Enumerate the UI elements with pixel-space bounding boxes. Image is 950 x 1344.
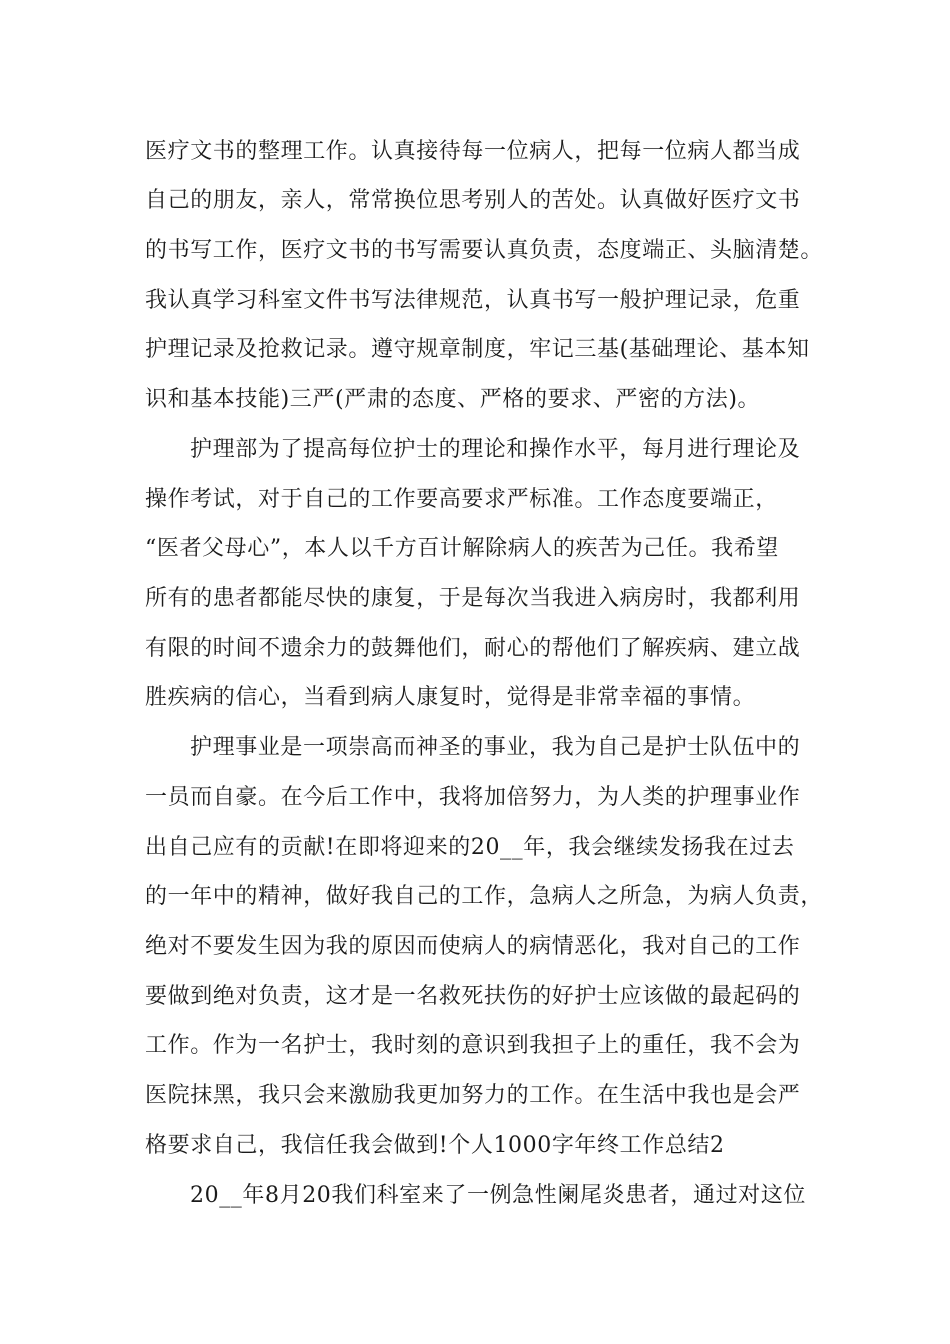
text-line: 一员而自豪。在今后工作中，我将加倍努力，为人类的护理事业作 (145, 785, 801, 810)
text-line: 要做到绝对负责，这才是一名救死扶伤的好护士应该做的最起码的 (145, 984, 801, 1009)
text-line: “医者父母心”，本人以千方百计解除病人的疾苦为己任。我希望 (145, 536, 779, 561)
text-line: 绝对不要发生因为我的原因而使病人的病情恶化，我对自己的工作 (145, 934, 801, 959)
paragraph-first-line: 20__年8月20我们科室来了一例急性阑尾炎患者，通过对这位 (190, 1183, 806, 1208)
text-line: 我认真学习科室文件书写法律规范，认真书写一般护理记录，危重 (145, 288, 801, 313)
text-line: 医院抹黑，我只会来激励我更加努力的工作。在生活中我也是会严 (145, 1083, 801, 1108)
text-line: 的书写工作，医疗文书的书写需要认真负责，态度端正、头脑清楚。 (145, 238, 824, 263)
text-line: 所有的患者都能尽快的康复，于是每次当我进入病房时，我都利用 (145, 586, 801, 611)
text-line: 医疗文书的整理工作。认真接待每一位病人，把每一位病人都当成 (145, 139, 801, 164)
text-line: 格要求自己，我信任我会做到!个人1000字年终工作总结2 (145, 1133, 725, 1158)
paragraph-first-line: 护理部为了提高每位护士的理论和操作水平，每月进行理论及 (190, 437, 801, 462)
text-line: 识和基本技能)三严(严肃的态度、严格的要求、严密的方法)。 (145, 387, 761, 412)
text-line: 出自己应有的贡献!在即将迎来的20__年，我会继续发扬我在过去 (145, 835, 795, 860)
text-line: 胜疾病的信心，当看到病人康复时，觉得是非常幸福的事情。 (145, 685, 756, 710)
text-line: 护理记录及抢救记录。遵守规章制度，牢记三基(基础理论、基本知 (145, 337, 810, 362)
paragraph-first-line: 护理事业是一项崇高而神圣的事业，我为自己是护士队伍中的 (190, 735, 801, 760)
text-line: 工作。作为一名护士，我时刻的意识到我担子上的重任，我不会为 (145, 1033, 801, 1058)
text-line: 自己的朋友，亲人，常常换位思考别人的苦处。认真做好医疗文书 (145, 188, 801, 213)
text-line: 操作考试，对于自己的工作要高要求严标准。工作态度要端正， (145, 487, 778, 512)
text-line: 的一年中的精神，做好我自己的工作，急病人之所急，为病人负责， (145, 884, 824, 909)
text-line: 有限的时间不遗余力的鼓舞他们，耐心的帮他们了解疾病、建立战 (145, 636, 801, 661)
